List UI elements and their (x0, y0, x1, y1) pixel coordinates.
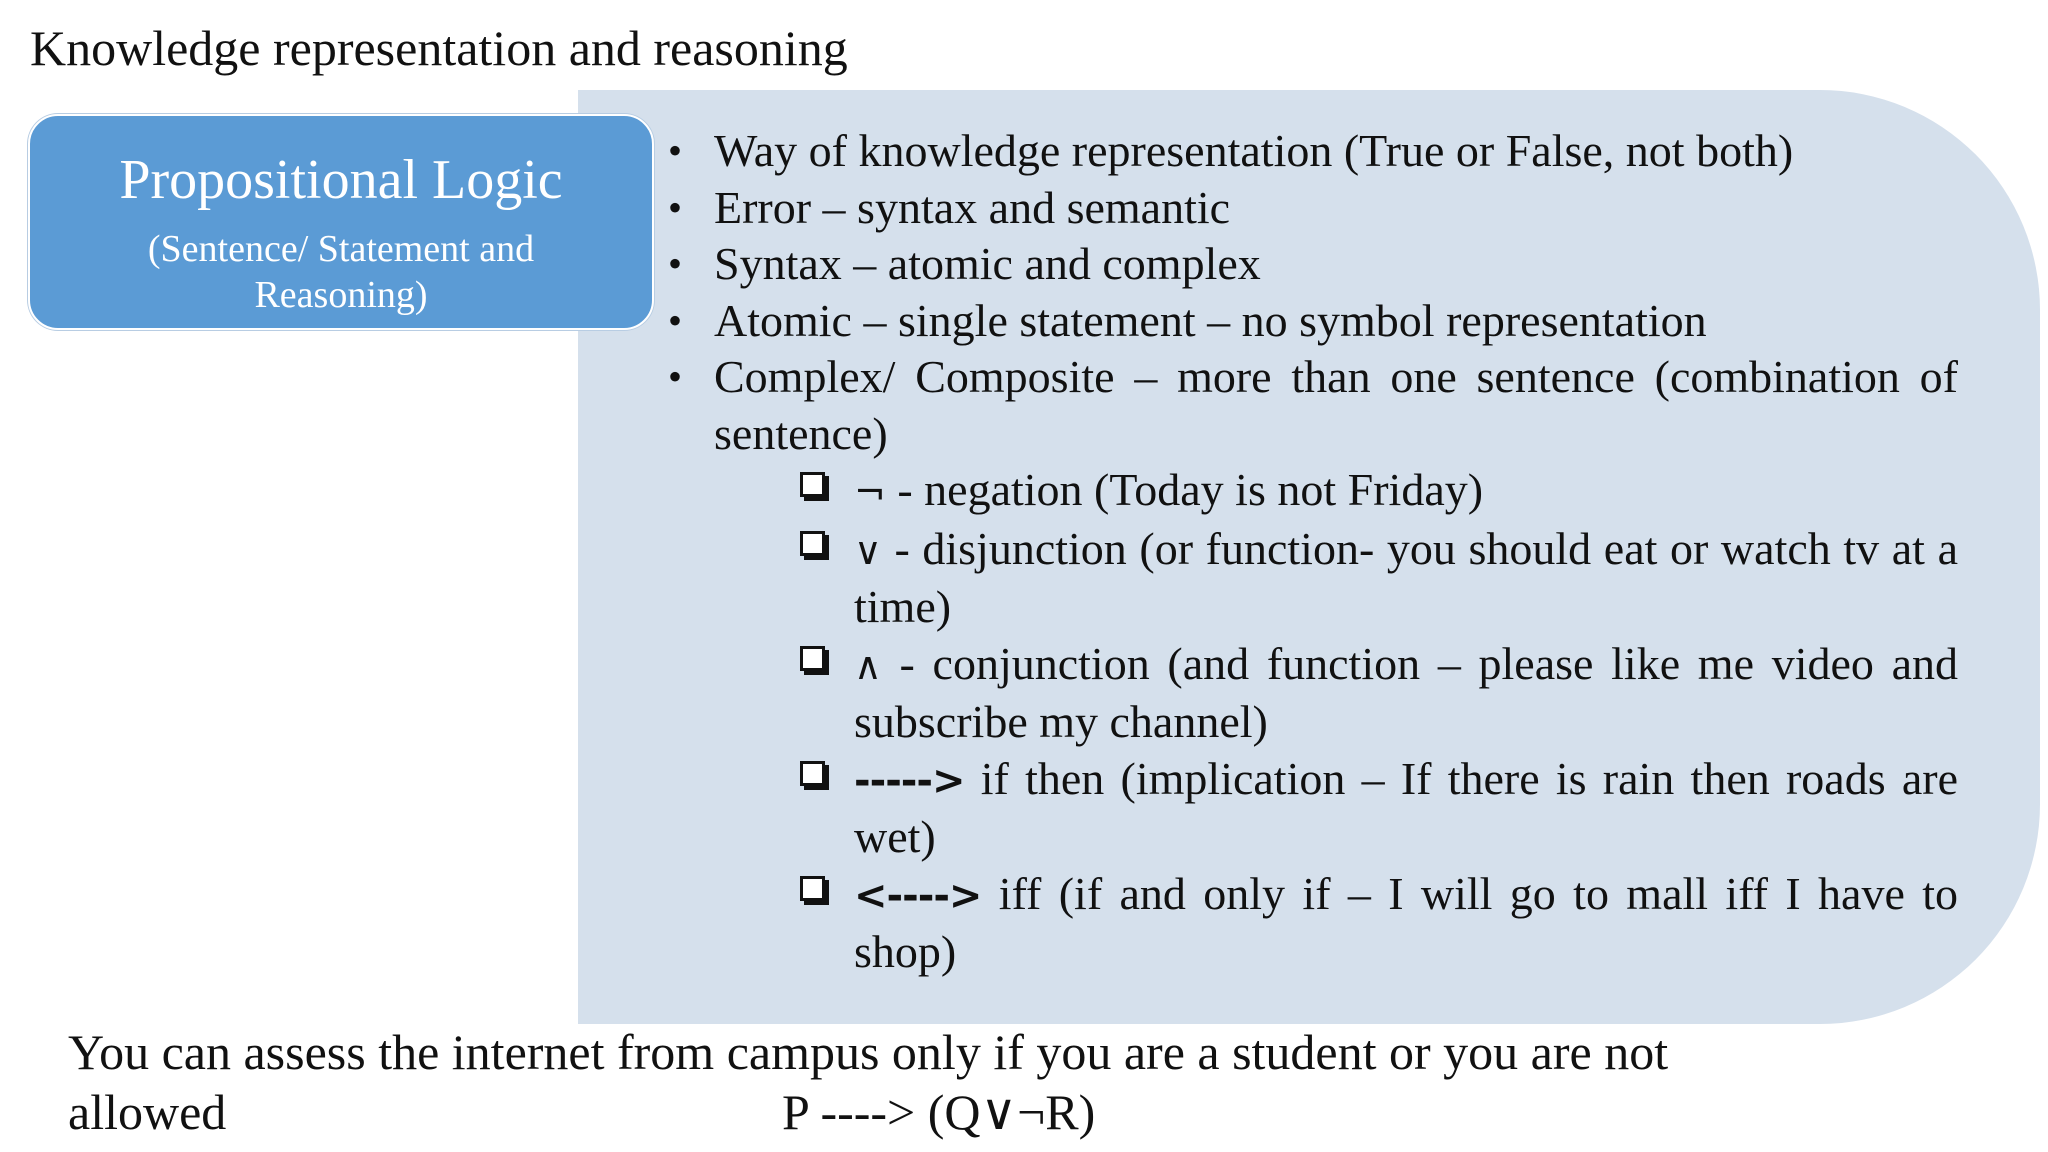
checkbox-bullet-icon (800, 876, 825, 901)
bullet-item (664, 180, 1958, 237)
connective-item (800, 521, 1958, 636)
connective-item (800, 751, 1958, 866)
implication-symbol: -----> (854, 757, 965, 804)
bullet-text: Atomic – single statement – no symbol representation (714, 294, 1707, 346)
bullet-marker: • (668, 241, 683, 286)
example-formula: P ----> (Q∨¬R) (782, 1084, 1096, 1140)
connective-text: - conjunction (and function – please like me video and subscribe my channel) (854, 637, 1958, 747)
bullet-list (664, 123, 1958, 981)
checkbox-bullet-icon (800, 646, 825, 671)
connective-text: iff (if and only if – I will go to mall iff I have to shop) (854, 867, 1958, 977)
example-line-2: allowed (68, 1084, 227, 1140)
topic-title: Propositional Logic (119, 149, 563, 211)
conjunction-symbol: ∧ (854, 643, 882, 688)
biconditional-symbol: <----> (854, 872, 982, 919)
checkbox-bullet-icon (800, 472, 825, 497)
bullet-text: Error – syntax and semantic (714, 181, 1231, 233)
slide-title: Knowledge representation and reasoning (30, 20, 848, 76)
bullet-item (664, 293, 1958, 350)
topic-box (28, 114, 654, 330)
bullet-marker: • (668, 354, 683, 399)
connective-item (800, 462, 1958, 521)
disjunction-symbol: ∨ (854, 528, 882, 573)
connective-text: if then (implication – If there is rain then roads are wet) (854, 752, 1958, 862)
bullet-marker: • (668, 297, 683, 343)
negation-symbol: ¬ (854, 470, 886, 514)
connective-list (800, 462, 1958, 981)
bullet-item (664, 123, 1958, 180)
bullet-marker: • (668, 128, 683, 173)
checkbox-bullet-icon (800, 531, 825, 556)
topic-subtitle: (Sentence/ Statement and Reasoning) (147, 228, 535, 316)
example-line-1: You can assess the internet from campus only if you are a student or you are not (68, 1024, 1669, 1080)
checkbox-bullet-icon (800, 761, 825, 786)
bullet-text: Way of knowledge representation (True or False, not both) (714, 125, 1794, 176)
bullet-text: Syntax – atomic and complex (714, 238, 1261, 289)
example-statement (68, 1022, 1898, 1142)
connective-item (800, 866, 1958, 981)
connective-text: - negation (Today is not Friday) (885, 464, 1484, 515)
bullet-marker: • (668, 184, 683, 230)
bullet-text: Complex/ Composite – more than one sentence (combination of sentence) (714, 351, 1958, 459)
bullet-item (664, 236, 1958, 293)
connective-item (800, 636, 1958, 751)
connective-text: - disjunction (or function- you should eat or watch tv at a time) (854, 522, 1958, 632)
bullet-item (664, 349, 1958, 981)
